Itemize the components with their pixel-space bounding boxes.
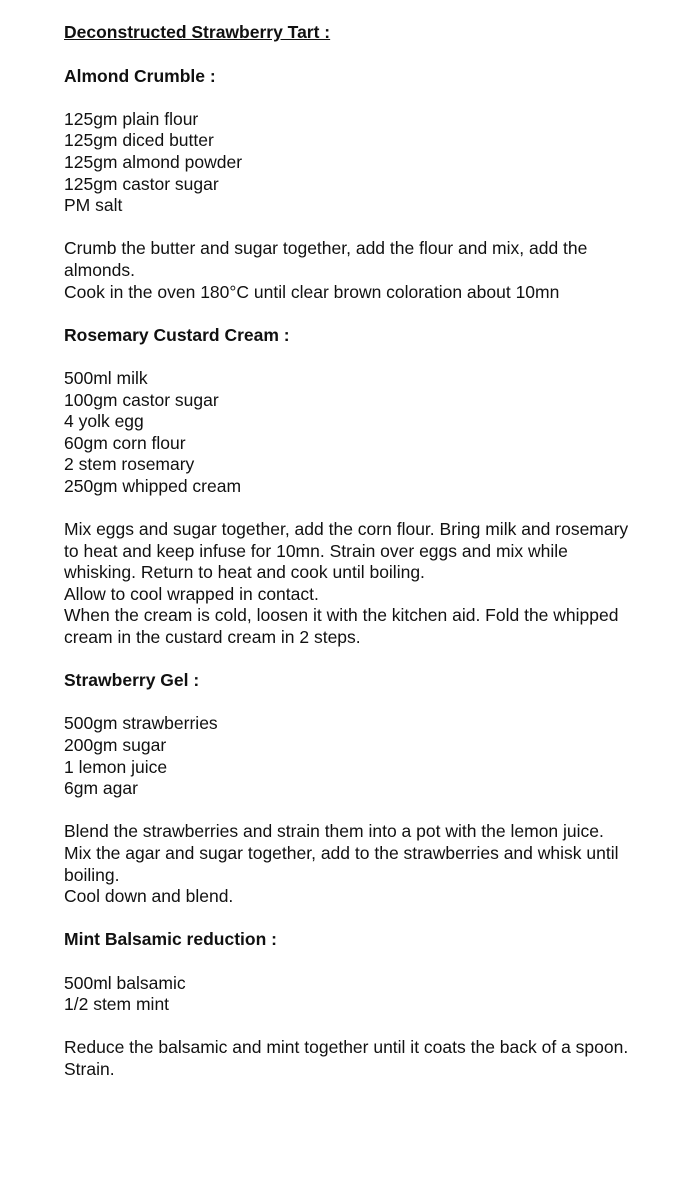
method-text <box>64 821 635 907</box>
method-paragraph: Mix eggs and sugar together, add the corn flour. Bring milk and rosemary to heat and keep infuse for 10mn. Strain over eggs and mix while whisking. Return to heat and cook until boiling. <box>64 519 629 583</box>
ingredient-item: 100gm castor sugar <box>64 389 219 410</box>
ingredient-item: 4 yolk egg <box>64 411 144 432</box>
section-almond-crumble <box>64 66 635 304</box>
ingredient-item: 200gm sugar <box>64 735 167 755</box>
ingredient-item: 125gm diced butter <box>64 130 214 151</box>
method-text <box>64 519 635 649</box>
ingredient-item: PM salt <box>64 195 123 216</box>
section-heading: Mint Balsamic reduction : <box>64 929 277 950</box>
ingredient-item: 500ml balsamic <box>64 972 186 993</box>
spacer <box>64 908 635 930</box>
spacer <box>64 346 635 368</box>
ingredient-item: 125gm plain flour <box>64 108 199 129</box>
ingredient-item: 1 lemon juice <box>64 756 168 777</box>
ingredient-item: 250gm whipped cream <box>64 475 242 496</box>
ingredient-list <box>64 368 635 498</box>
spacer <box>64 1016 635 1038</box>
method-paragraph: Allow to cool wrapped in contact. <box>64 583 319 604</box>
spacer <box>64 44 635 66</box>
ingredient-list <box>64 973 635 1016</box>
method-paragraph: Cool down and blend. <box>64 886 234 907</box>
ingredient-item: 60gm corn flour <box>64 432 186 453</box>
spacer <box>64 649 635 671</box>
section-heading: Rosemary Custard Cream : <box>64 324 290 345</box>
ingredient-item: 500ml milk <box>64 367 148 388</box>
section-rosemary-custard-cream <box>64 325 635 649</box>
spacer <box>64 303 635 325</box>
spacer <box>64 217 635 239</box>
ingredient-item: 500gm strawberries <box>64 713 218 734</box>
method-text <box>64 1037 635 1080</box>
recipe-title: Deconstructed Strawberry Tart : <box>64 22 331 42</box>
spacer <box>64 800 635 822</box>
ingredient-item: 125gm castor sugar <box>64 173 219 194</box>
method-paragraph: Crumb the butter and sugar together, add the flour and mix, add the almonds. <box>64 238 588 280</box>
ingredient-item: 2 stem rosemary <box>64 454 195 475</box>
spacer <box>64 497 635 519</box>
ingredient-item: 6gm agar <box>64 778 138 799</box>
method-paragraph: Reduce the balsamic and mint together until it coats the back of a spoon. Strain. <box>64 1037 629 1079</box>
method-text <box>64 238 635 303</box>
section-mint-balsamic-reduction <box>64 929 635 1080</box>
spacer <box>64 87 635 109</box>
method-paragraph: Cook in the oven 180°C until clear brown coloration about 10mn <box>64 281 560 302</box>
ingredient-item: 125gm almond powder <box>64 151 243 172</box>
ingredient-list <box>64 109 635 217</box>
section-strawberry-gel <box>64 670 635 908</box>
method-paragraph: Blend the strawberries and strain them into a pot with the lemon juice. Mix the agar and sugar together, add to the strawberries and whisk until boiling. <box>64 821 619 885</box>
section-heading: Strawberry Gel : <box>64 670 200 691</box>
section-heading: Almond Crumble : <box>64 65 216 86</box>
ingredient-item: 1/2 stem mint <box>64 994 170 1015</box>
ingredient-list <box>64 713 635 799</box>
spacer <box>64 692 635 714</box>
method-paragraph: When the cream is cold, loosen it with the kitchen aid. Fold the whipped cream in the custard cream in 2 steps. <box>64 605 619 648</box>
spacer <box>64 951 635 973</box>
